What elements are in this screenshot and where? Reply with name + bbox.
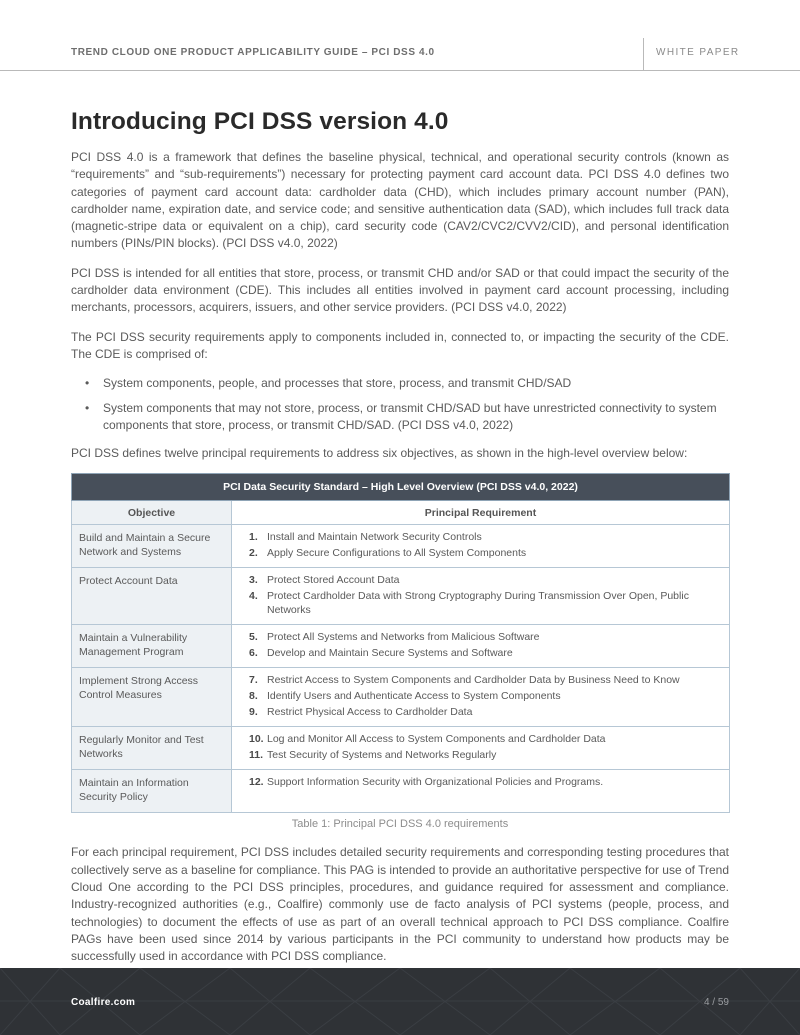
- table-row: [72, 568, 730, 625]
- table-row: [72, 525, 730, 568]
- requirement-number: 8.: [249, 690, 258, 703]
- requirement-text: Test Security of Systems and Networks Regularly: [267, 749, 497, 762]
- requirement-text: Protect Cardholder Data with Strong Cryptography During Transmission Over Open, Public Networks: [267, 590, 689, 617]
- requirement-text: Protect Stored Account Data: [267, 574, 400, 587]
- requirement-number: 6.: [249, 647, 258, 660]
- objective-cell: Build and Maintain a Secure Network and Systems: [72, 525, 232, 568]
- column-header-requirement: Principal Requirement: [232, 501, 730, 525]
- requirement-text: Restrict Physical Access to Cardholder Data: [267, 706, 473, 719]
- requirement-item: [249, 732, 721, 746]
- requirement-number: 2.: [249, 547, 258, 560]
- requirements-table: [71, 473, 730, 813]
- header-divider: [643, 38, 644, 70]
- requirement-item: [249, 530, 721, 544]
- requirement-item: [249, 689, 721, 703]
- requirement-number: 3.: [249, 574, 258, 587]
- requirement-item: [249, 589, 721, 617]
- requirement-text: Protect All Systems and Networks from Malicious Software: [267, 631, 540, 644]
- requirement-cell: [232, 668, 730, 727]
- paragraph-closing: For each principal requirement, PCI DSS includes detailed security requirements and corresponding testing procedures that collectively serve as a baseline for compliance. This PAG is intended to provide an authoritative perspective for use of Trend Cloud One according to the PCI DSS principles, procedures, and guidance required for assessment and compliance. Industry-recognized authorities (e.g., Coalfire) commonly use de facto analysis of PCI systems (people, process, and technologies) to document the effects of use as part of an overall technical approach to PCI DSS compliance. Coalfire PAGs have been used since 2014 by various participants in the PCI community to understand how products may be successfully used in accordance with PCI DSS compliance.: [71, 845, 729, 964]
- requirement-cell: [232, 625, 730, 668]
- bullet-icon: •: [85, 400, 90, 415]
- list-item-text: System components, people, and processes that store, process, and transmit CHD/SAD: [103, 376, 572, 391]
- requirement-cell: [232, 727, 730, 770]
- page-number: 4 / 59: [703, 997, 729, 1008]
- requirement-text: Develop and Maintain Secure Systems and Software: [267, 647, 513, 660]
- requirement-text: Log and Monitor All Access to System Components and Cardholder Data: [267, 733, 606, 746]
- cde-bullet-list: [71, 375, 729, 434]
- objective-cell: Implement Strong Access Control Measures: [72, 668, 232, 727]
- requirement-cell: [232, 770, 730, 813]
- table-title: PCI Data Security Standard – High Level Overview (PCI DSS v4.0, 2022): [72, 474, 730, 501]
- requirement-item: [249, 546, 721, 560]
- objective-cell: Maintain a Vulnerability Management Program: [72, 625, 232, 668]
- requirement-text: Apply Secure Configurations to All System Components: [267, 547, 527, 560]
- requirement-text: Identify Users and Authenticate Access to System Components: [267, 690, 561, 703]
- footer-brand-link[interactable]: Coalfire.com: [71, 997, 136, 1008]
- requirement-number: 5.: [249, 631, 258, 644]
- column-header-objective: Objective: [72, 501, 232, 525]
- requirement-cell: [232, 568, 730, 625]
- requirement-number: 10.: [249, 733, 264, 746]
- requirement-number: 9.: [249, 706, 258, 719]
- requirement-number: 4.: [249, 590, 258, 603]
- header-title: TREND CLOUD ONE PRODUCT APPLICABILITY GUIDE – PCI DSS 4.0: [71, 47, 435, 58]
- requirement-item: [249, 646, 721, 660]
- page-header: [0, 0, 800, 71]
- requirement-item: [249, 573, 721, 587]
- paragraph-intro: PCI DSS 4.0 is a framework that defines the baseline physical, technical, and operational security controls (known as “requirements” and “sub-requirements”) necessary for protecting payment card account data. PCI DSS 4.0 defines two categories of payment card account data: cardholder data (CHD), which includes primary account number (PAN), cardholder name, expiration date, and service code; and sensitive authentication data (SAD), which includes full track data (magnetic-stripe data or equivalent on a chip), card security code (CAV2/CVC2/CVV2/CID), and personal identification numbers (PINs/PIN blocks). (PCI DSS v4.0, 2022): [71, 150, 729, 251]
- table-row: [72, 770, 730, 813]
- paragraph-cde: The PCI DSS security requirements apply to components included in, connected to, or impacting the security of the CDE. The CDE is comprised of:: [71, 329, 729, 361]
- list-item: [71, 375, 729, 392]
- objective-cell: Protect Account Data: [72, 568, 232, 625]
- requirement-item: [249, 705, 721, 719]
- requirement-text: Restrict Access to System Components and Cardholder Data by Business Need to Know: [267, 674, 680, 687]
- requirement-cell: [232, 525, 730, 568]
- requirement-number: 11.: [249, 749, 264, 762]
- list-item: [71, 400, 729, 435]
- requirement-text: Support Information Security with Organizational Policies and Programs.: [267, 776, 604, 789]
- objective-cell: Maintain an Information Security Policy: [72, 770, 232, 813]
- table-row: [72, 668, 730, 727]
- requirement-number: 7.: [249, 674, 258, 687]
- paragraph-scope: PCI DSS is intended for all entities that store, process, or transmit CHD and/or SAD or that could impact the security of the cardholder data environment (CDE). This includes all entities involved in payment card account processing, including merchants, processors, acquirers, issuers, and other service providers. (PCI DSS v4.0, 2022): [71, 265, 729, 315]
- table-row: [72, 727, 730, 770]
- requirement-text: Install and Maintain Network Security Controls: [267, 531, 482, 544]
- requirement-number: 12.: [249, 776, 264, 789]
- table-row: [72, 625, 730, 668]
- header-label: WHITE PAPER: [656, 47, 740, 58]
- requirement-item: [249, 748, 721, 762]
- requirement-item: [249, 775, 721, 789]
- table-caption: Table 1: Principal PCI DSS 4.0 requirements: [291, 818, 509, 831]
- paragraph-table-intro: PCI DSS defines twelve principal requirements to address six objectives, as shown in the high-level overview below:: [71, 446, 688, 461]
- requirement-item: [249, 630, 721, 644]
- requirement-number: 1.: [249, 531, 258, 544]
- objective-cell: Regularly Monitor and Test Networks: [72, 727, 232, 770]
- page-title: Introducing PCI DSS version 4.0: [71, 108, 449, 135]
- requirement-item: [249, 673, 721, 687]
- page-footer: [0, 968, 800, 1035]
- main-content: [71, 108, 729, 978]
- bullet-icon: •: [85, 376, 90, 391]
- list-item-text: System components that may not store, process, or transmit CHD/SAD but have unrestricted connectivity to system components that store, process, or transmit CHD/SAD. (PCI DSS v4.0, 2022): [103, 400, 717, 432]
